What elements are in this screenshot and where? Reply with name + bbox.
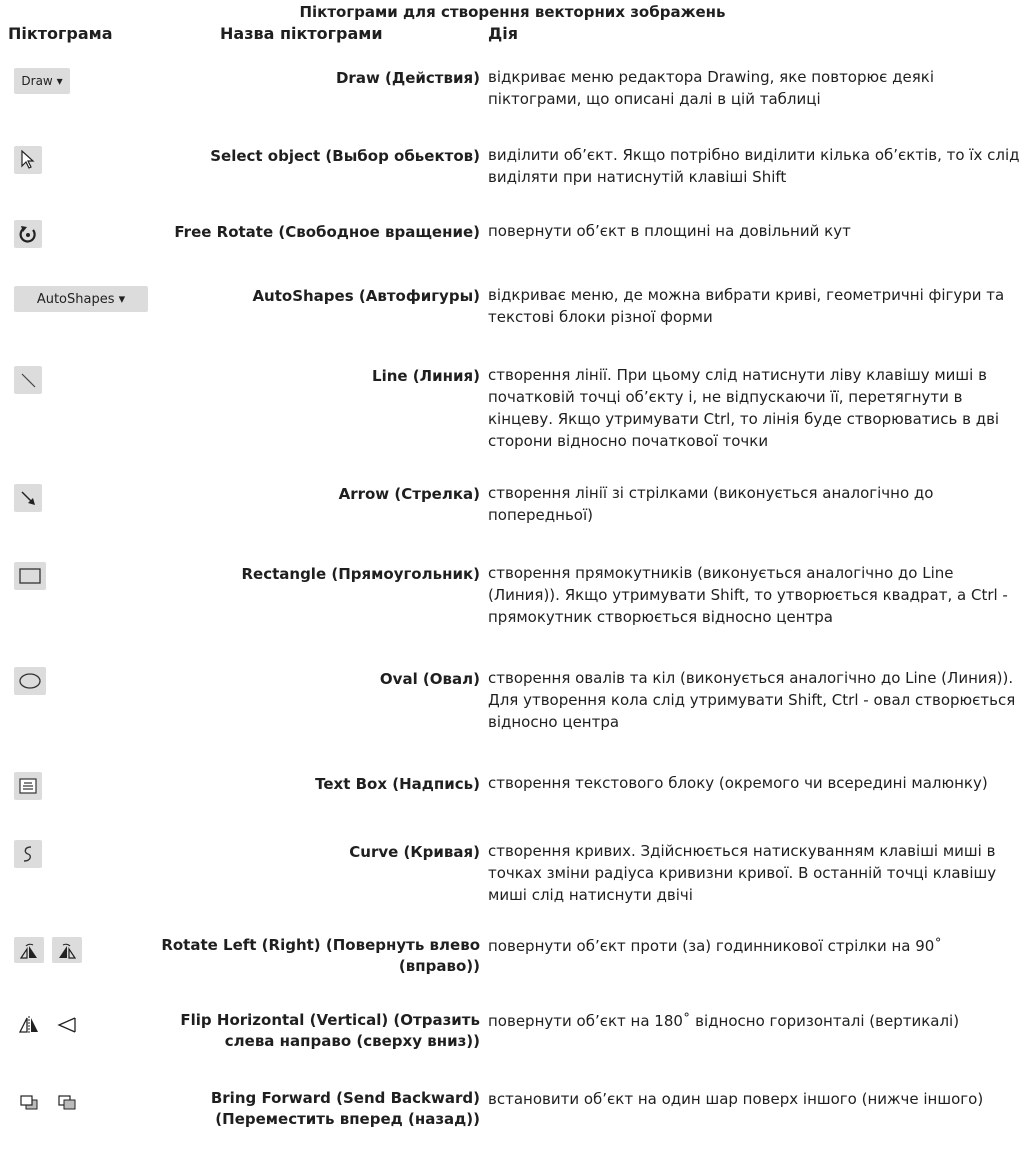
row-description: виділити об’єкт. Якщо потрібно виділити кілька об’єктів, то їх слід виділяти при натиснутій клавіші Shift (488, 146, 1020, 186)
row-name: AutoShapes (Автофигуры) (252, 287, 480, 305)
row-name: Text Box (Надпись) (315, 775, 480, 793)
row-name: Select object (Выбор обьектов) (210, 147, 480, 165)
curve-icon (14, 840, 42, 868)
draw-menu-icon (14, 68, 70, 94)
row-name: Curve (Кривая) (349, 843, 480, 861)
flip-horizontal-vertical-icons (14, 1012, 82, 1038)
row-description: створення прямокутників (виконується аналогічно до Line (Линия)). Якщо утримувати Shift, то утворюється квадрат, а Ctrl - прямокутник створюється відносно центра (488, 564, 1008, 626)
free-rotate-icon (14, 220, 42, 248)
row-description: створення лінії зі стрілками (виконується аналогічно до попередньої) (488, 484, 934, 524)
row-description: повернути об’єкт проти (за) годинникової стрілки на 90˚ (488, 937, 942, 955)
row-name: Line (Линия) (372, 367, 480, 385)
line-icon (14, 366, 42, 394)
row-name: Draw (Действия) (335, 69, 480, 87)
text-box-icon (14, 772, 42, 800)
rotate-left-icon (14, 937, 44, 963)
oval-icon (14, 667, 46, 695)
row-description: повернути об’єкт в площині на довільний кут (488, 222, 851, 240)
header-action-column: Дія (488, 24, 519, 43)
row-description: відкриває меню, де можна вибрати криві, геометричні фігури та текстові блоки різної форми (488, 286, 1005, 326)
row-description: повернути об’єкт на 180˚ відносно горизонталі (вертикалі) (488, 1012, 960, 1030)
row-description: створення лінії. При цьому слід натиснути ліву клавішу миші в початковій точці об’єкту і, не відпускаючи її, перетягнути в кінцеву. Якщо утримувати Ctrl, то лінія буде створюватись в дві сторони відносно початкової точки (488, 366, 1000, 450)
send-backward-icon (52, 1090, 82, 1116)
row-name: Oval (Овал) (379, 670, 480, 688)
row-name: Free Rotate (Свободное вращение) (174, 223, 480, 241)
flip-horizontal-icon (14, 1012, 44, 1038)
autoshapes-menu-button: AutoShapes ▾ (14, 286, 148, 312)
row-name: Flip Horizontal (Vertical) (Отразить слева направо (сверху вниз)) (180, 1011, 480, 1050)
row-description: встановити об’єкт на один шар поверх іншого (нижче іншого) (488, 1090, 984, 1108)
row-name: Rectangle (Прямоугольник) (241, 565, 480, 583)
header-icon-column: Піктограма (8, 24, 113, 43)
rotate-right-icon (52, 937, 82, 963)
row-name: Bring Forward (Send Backward) (Переместить вперед (назад)) (210, 1089, 480, 1128)
row-description: створення овалів та кіл (виконується аналогічно до Line (Линия)). Для утворення кола слід утримувати Shift, Ctrl - овал створюється відносно центра (488, 669, 1016, 731)
bring-forward-icon (14, 1090, 44, 1116)
row-name: Arrow (Стрелка) (338, 485, 480, 503)
row-name: Rotate Left (Right) (Повернуть влево (вправо)) (161, 936, 480, 975)
header-name-column: Назва піктограми (220, 24, 383, 43)
bring-forward-send-backward-icons (14, 1090, 82, 1116)
cursor-arrow-icon (14, 146, 42, 174)
arrow-icon (14, 484, 42, 512)
flip-vertical-icon (52, 1012, 82, 1038)
autoshapes-menu-icon (14, 286, 148, 312)
row-description: створення кривих. Здійснюється натискуванням клавіші миші в точках зміни радіуса кривизни кривої. В останній точці клавішу миші слід натиснути двічі (488, 842, 997, 904)
rectangle-icon (14, 562, 46, 590)
draw-menu-button: Draw ▾ (14, 68, 70, 94)
table-title: Піктограми для створення векторних зображень (299, 3, 726, 21)
row-description: відкриває меню редактора Drawing, яке повторює деякі піктограми, що описані далі в цій таблиці (488, 68, 934, 108)
row-description: створення текстового блоку (окремого чи всередині малюнку) (488, 774, 988, 792)
rotate-left-right-icons (14, 937, 82, 963)
